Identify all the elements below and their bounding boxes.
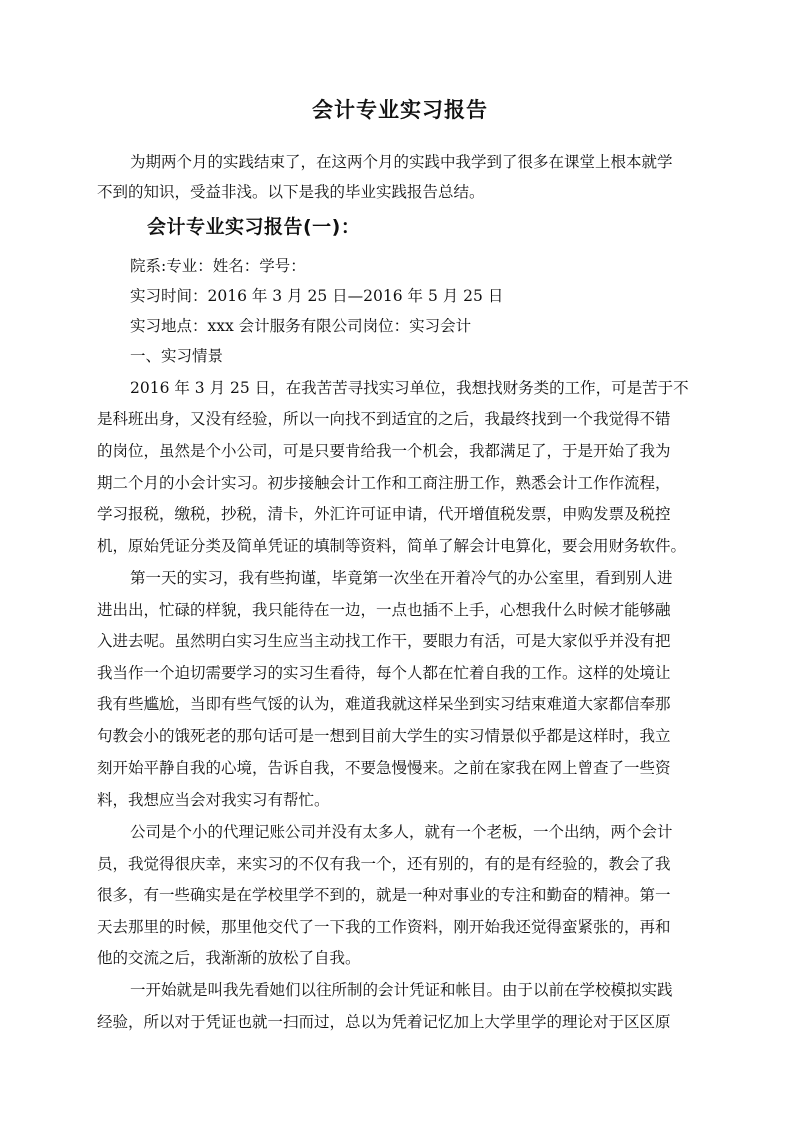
paragraph-line: 刻开始平静自我的心境，告诉自我，不要急慢慢来。之前在家我在网上曾查了一些资	[97, 759, 671, 777]
paragraph-line: 期二个月的小会计实习。初步接触会计工作和工商注册工作，熟悉会计工作作流程，	[97, 474, 671, 492]
info-line: 实习时间：2016 年 3 月 25 日—2016 年 5 月 25 日	[130, 287, 504, 305]
paragraph-line: 进出出，忙碌的样貌，我只能待在一边，一点也插不上手，心想我什么时候才能够融	[97, 601, 671, 619]
paragraph-line: 句教会小的饿死老的那句话可是一想到目前大学生的实习情景似乎都是这样时，我立	[97, 727, 671, 745]
paragraph-line: 经验，所以对于凭证也就一扫而过，总以为凭着记忆加上大学里学的理论对于区区原	[97, 1013, 671, 1031]
paragraph-line: 第一天的实习，我有些拘谨，毕竟第一次坐在开着冷气的办公室里，看到别人进	[130, 569, 673, 587]
section-heading: 会计专业实习报告(一)：	[147, 216, 361, 238]
info-line: 实习地点：xxx 会计服务有限公司岗位：实习会计	[130, 317, 472, 335]
paragraph-line: 机，原始凭证分类及简单凭证的填制等资料，简单了解会计电算化，要会用财务软件。	[97, 537, 687, 555]
paragraph-line: 料，我想应当会对我实习有帮忙。	[97, 791, 330, 809]
paragraph-line: 一开始就是叫我先看她们以往所制的会计凭证和帐目。由于以前在学校模拟实践	[130, 981, 673, 999]
paragraph-line: 2016 年 3 月 25 日，在我苦苦寻找实习单位，我想找财务类的工作，可是苦于不	[130, 379, 689, 397]
intro-line: 为期两个月的实践结束了，在这两个月的实践中我学到了很多在课堂上根本就学	[130, 153, 673, 171]
document-title: 会计专业实习报告	[312, 98, 488, 122]
paragraph-line: 公司是个小的代理记账公司并没有太多人，就有一个老板，一个出纳，两个会计	[130, 823, 673, 841]
paragraph-line: 员，我觉得很庆幸，来实习的不仅有我一个，还有别的，有的是有经验的，教会了我	[97, 855, 671, 873]
paragraph-line: 他的交流之后，我渐渐的放松了自我。	[97, 949, 361, 967]
paragraph-line: 入进去呢。虽然明白实习生应当主动找工作干，要眼力有活，可是大家似乎并没有把	[97, 632, 671, 650]
intro-line: 不到的知识，受益非浅。以下是我的毕业实践报告总结。	[97, 183, 485, 201]
subsection-heading: 一、实习情景	[130, 347, 224, 365]
info-line: 院系:专业：姓名：学号：	[130, 257, 306, 275]
paragraph-line: 学习报税，缴税，抄税，清卡，外汇许可证申请，代开增值税发票，申购发票及税控	[97, 505, 671, 523]
paragraph-line: 我当作一个迫切需要学习的实习生看待，每个人都在忙着自我的工作。这样的处境让	[97, 664, 671, 682]
paragraph-line: 我有些尴尬，当即有些气馁的认为，难道我就这样呆坐到实习结束难道大家都信奉那	[97, 695, 671, 713]
paragraph-line: 的岗位，虽然是个小公司，可是只要肯给我一个机会，我都满足了，于是开始了我为	[97, 442, 671, 460]
paragraph-line: 是科班出身，又没有经验，所以一向找不到适宜的之后，我最终找到一个我觉得不错	[97, 410, 671, 428]
paragraph-line: 很多，有一些确实是在学校里学不到的，就是一种对事业的专注和勤奋的精神。第一	[97, 886, 671, 904]
paragraph-line: 天去那里的时候，那里他交代了一下我的工作资料，刚开始我还觉得蛮紧张的，再和	[97, 918, 671, 936]
